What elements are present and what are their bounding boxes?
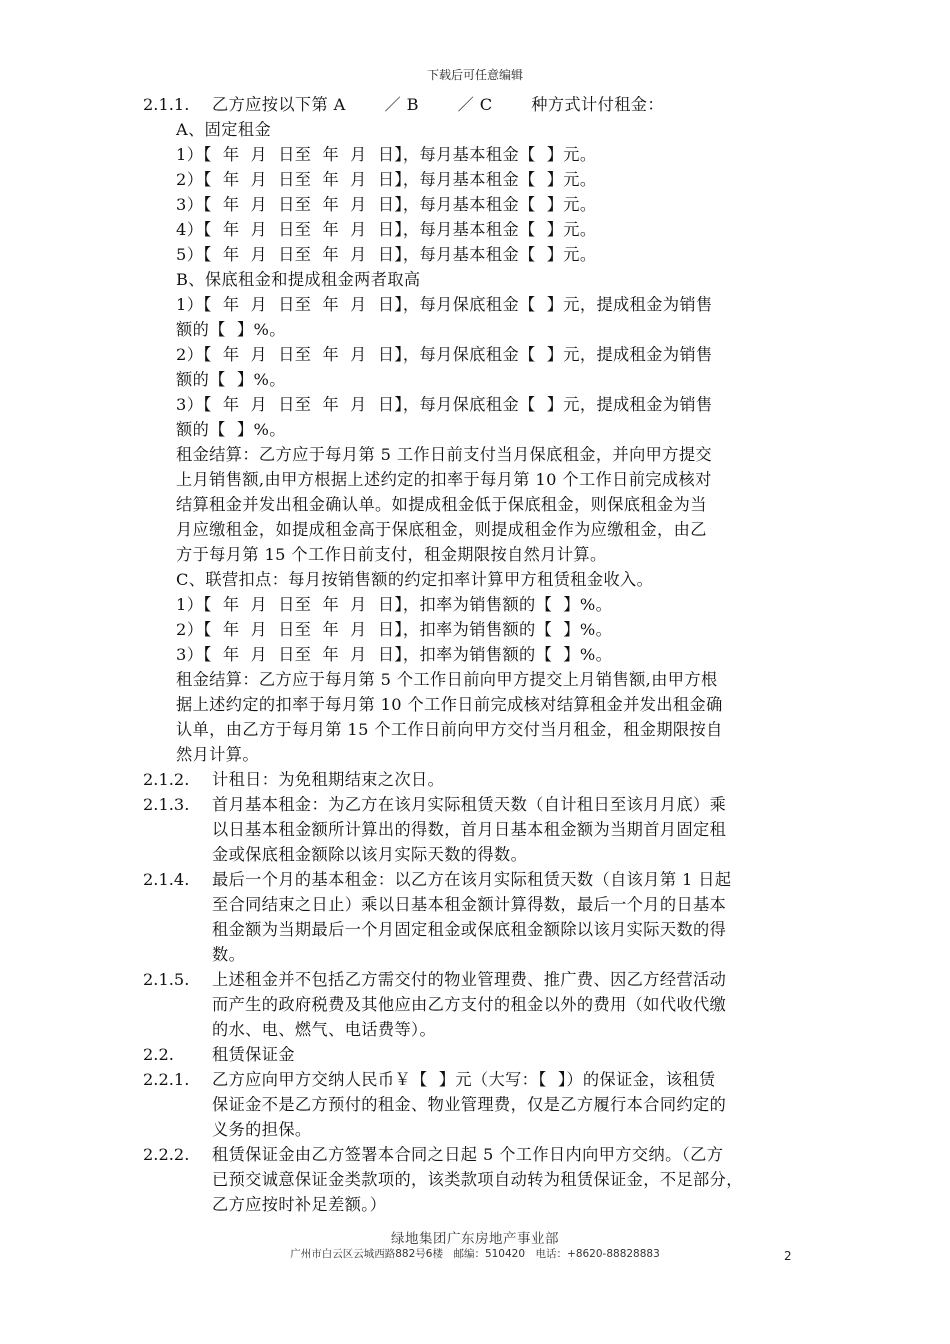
clause-text-line: 乙方应按时补足差额。） <box>212 1195 387 1214</box>
clause-text-line: 以日基本租金额所计算出的得数，首月日基本租金额为当期首月固定租 <box>212 820 727 839</box>
clause-text-line: 至合同结束之日止）乘以日基本租金额计算得数，最后一个月的日基本 <box>212 895 727 914</box>
clause-text-line: 的水、电、燃气、电话费等）。 <box>212 1020 437 1039</box>
clause-text-line: 租赁保证金由乙方签署本合同之日起 5 个工作日内向甲方交纳。（乙方 <box>212 1145 724 1164</box>
clause-text-line: 3）【 年 月 日至 年 月 日】，扣率为销售额的【 】%。 <box>176 645 613 664</box>
clause-text-line: C、联营扣点：每月按销售额的约定扣率计算甲方租赁租金收入。 <box>176 570 654 589</box>
clause-text-line: 上月销售额,由甲方根据上述约定的扣率于每月第 10 个工作日前完成核对 <box>176 470 712 489</box>
clause-text-line: 金或保底租金额除以该月实际天数的得数。 <box>212 845 528 864</box>
clause-number: 2.1.1. <box>143 95 190 114</box>
clause-text-line: B、保底租金和提成租金两者取高 <box>176 270 421 289</box>
clause-text-line: 数。 <box>212 945 246 964</box>
clause-text-line: 上述租金并不包括乙方需交付的物业管理费、推广费、因乙方经营活动 <box>212 970 727 989</box>
clause-number: 2.1.3. <box>143 795 190 814</box>
clause-number: 2.2.2. <box>143 1145 190 1164</box>
clause-number: 2.2. <box>143 1045 174 1064</box>
clause-number: 2.2.1. <box>143 1070 190 1089</box>
page-header: 下载后可任意编辑 <box>426 68 523 82</box>
clause-text-line: 已预交诚意保证金类款项的，该类款项自动转为租赁保证金，不足部分， <box>212 1170 743 1189</box>
clause-text-line: 1）【 年 月 日至 年 月 日】，扣率为销售额的【 】%。 <box>176 595 613 614</box>
clause-text-line: A、固定租金 <box>176 120 272 139</box>
clause-text-line: 计租日：为免租期结束之次日。 <box>212 770 445 789</box>
clause-text-line: 额的【 】%。 <box>176 420 286 439</box>
clause-text-line: 义务的担保。 <box>212 1120 312 1139</box>
clause-text-line: 1）【 年 月 日至 年 月 日】，每月保底租金【 】元，提成租金为销售 <box>176 295 713 314</box>
clause-text-line: 租赁保证金 <box>212 1045 295 1064</box>
clause-text-line: 租金额为当期最后一个月固定租金或保底租金额除以该月实际天数的得 <box>212 920 727 939</box>
clause-text-line: 3）【 年 月 日至 年 月 日】，每月保底租金【 】元，提成租金为销售 <box>176 395 713 414</box>
clause-text-line: 月应缴租金，如提成租金高于保底租金，则提成租金作为应缴租金，由乙 <box>176 520 707 539</box>
clause-text-line: 2）【 年 月 日至 年 月 日】，每月基本租金【 】元。 <box>176 170 597 189</box>
clause-text-line: 乙方应按以下第 A ／ B ／ C 种方式计付租金： <box>212 95 664 114</box>
clause-text-line: 2）【 年 月 日至 年 月 日】，扣率为销售额的【 】%。 <box>176 620 613 639</box>
footer-address: 广州市白云区云城西路882号6楼 邮编：510420 电话：+8620-88828883 <box>290 1248 660 1260</box>
clause-text-line: 乙方应向甲方交纳人民币￥【 】元（大写：【 】）的保证金，该租赁 <box>212 1070 716 1089</box>
clause-text-line: 2）【 年 月 日至 年 月 日】，每月保底租金【 】元，提成租金为销售 <box>176 345 713 364</box>
footer-company: 绿地集团广东房地产事业部 <box>391 1231 559 1247</box>
clause-text-line: 首月基本租金：为乙方在该月实际租赁天数（自计租日至该月月底）乘 <box>212 795 727 814</box>
clause-text-line: 租金结算：乙方应于每月第 5 个工作日前向甲方提交上月销售额,由甲方根 <box>176 670 718 689</box>
clause-text-line: 认单，由乙方于每月第 15 个工作日前向甲方交付当月租金，租金期限按自 <box>176 720 723 739</box>
clause-text-line: 1）【 年 月 日至 年 月 日】，每月基本租金【 】元。 <box>176 145 597 164</box>
clause-text-line: 而产生的政府税费及其他应由乙方支付的租金以外的费用（如代收代缴 <box>212 995 727 1014</box>
clause-text-line: 4）【 年 月 日至 年 月 日】，每月基本租金【 】元。 <box>176 220 597 239</box>
clause-number: 2.1.2. <box>143 770 190 789</box>
clause-text-line: 据上述约定的扣率于每月第 10 个工作日前完成核对结算租金并发出租金确 <box>176 695 723 714</box>
clause-text-line: 租金结算：乙方应于每月第 5 工作日前支付当月保底租金，并向甲方提交 <box>176 445 712 464</box>
clause-text-line: 保证金不是乙方预付的租金、物业管理费，仅是乙方履行本合同约定的 <box>212 1095 727 1114</box>
clause-text-line: 最后一个月的基本租金：以乙方在该月实际租赁天数（自该月第 1 日起 <box>212 870 732 889</box>
clause-text-line: 方于每月第 15 个工作日前支付，租金期限按自然月计算。 <box>176 545 607 564</box>
clause-number: 2.1.5. <box>143 970 190 989</box>
clause-text-line: 额的【 】%。 <box>176 370 286 389</box>
clause-text-line: 5）【 年 月 日至 年 月 日】，每月基本租金【 】元。 <box>176 245 597 264</box>
clause-number: 2.1.4. <box>143 870 190 889</box>
clause-text-line: 3）【 年 月 日至 年 月 日】，每月基本租金【 】元。 <box>176 195 597 214</box>
clause-text-line: 结算租金并发出租金确认单。如提成租金低于保底租金，则保底租金为当 <box>176 495 707 514</box>
clause-text-line: 然月计算。 <box>176 745 259 764</box>
page-number: 2 <box>784 1249 792 1263</box>
clause-text-line: 额的【 】%。 <box>176 320 286 339</box>
